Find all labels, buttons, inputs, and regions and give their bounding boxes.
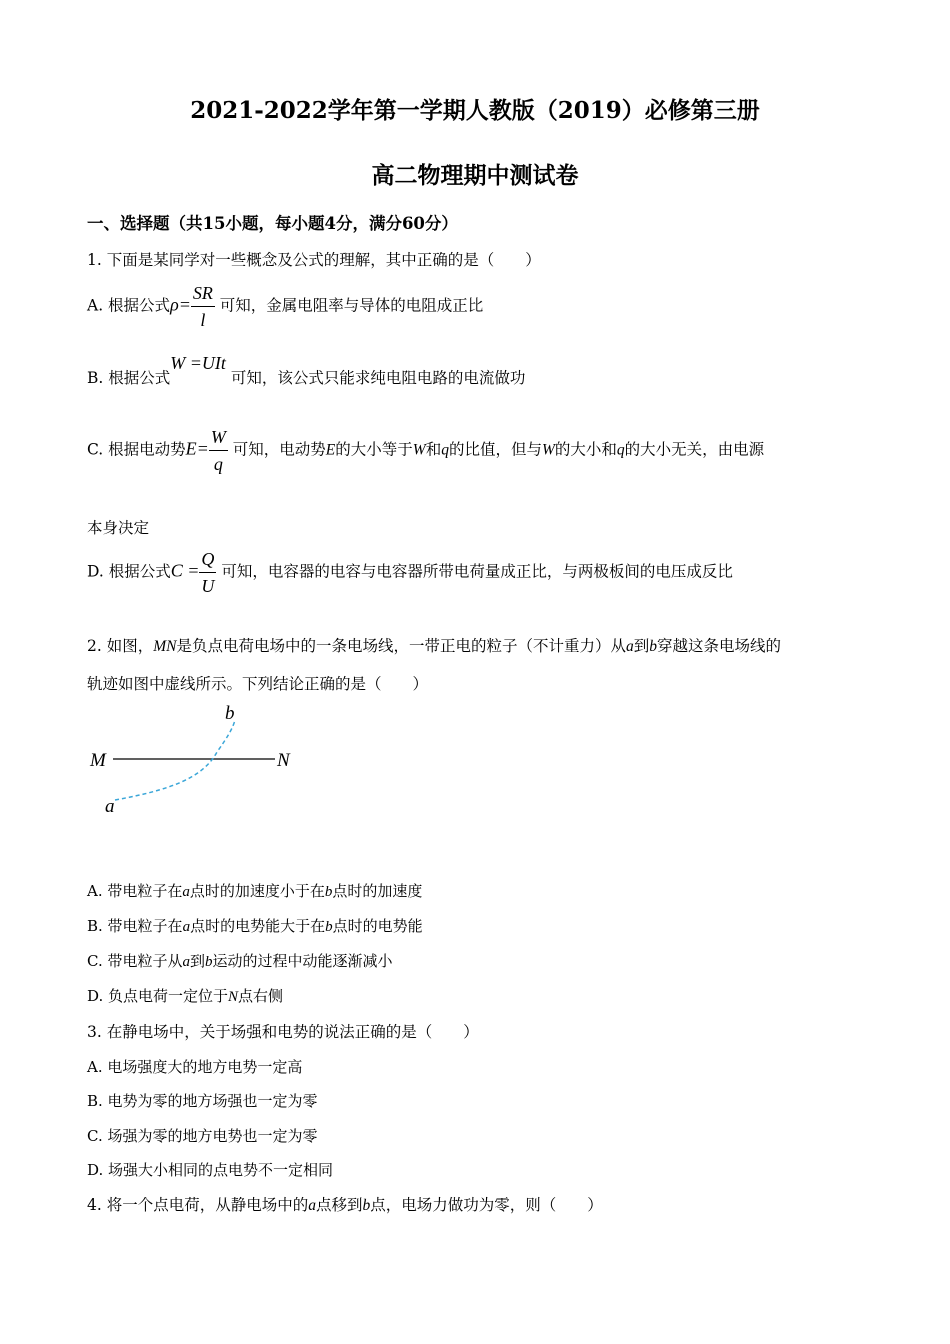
page-subtitle: 高二物理期中测试卷 [371,162,579,189]
q1-c-prefix: C. 根据电动势 [87,440,186,459]
q3-option-a: A. 电场强度大的地方电势一定高 [87,1058,303,1076]
q2-a-var-1: a [182,884,190,900]
page-title: 2021-2022学年第一学期人教版（2019）必修第三册 [190,97,760,124]
q2-a-text-1: A. 带电粒子在 [87,882,183,900]
q3-option-d: D. 场强大小相同的点电势不一定相同 [87,1161,334,1179]
q3-stem: 3. 在静电场中，关于场强和电势的说法正确的是（ ） [87,1023,479,1041]
q2-c-text-2: 到 [189,952,205,970]
q1-c-var-e: E [325,441,336,459]
q2-c-text-3: 运动的过程中动能逐渐减小 [212,952,393,970]
q4-stem [87,1193,603,1215]
q1-d-numerator: Q [199,548,216,573]
q1-d-lhs: C = [170,560,200,581]
q1-c-fraction [209,426,228,475]
q1-d-denominator: U [201,576,215,596]
section-heading: 一、选择题（共15小题，每小题4分，满分60分） [87,214,458,233]
label-b: b [225,703,235,724]
q4-text-3: 点，电场力做功为零，则（ ） [370,1196,603,1214]
q2-stem-line1 [87,634,781,656]
q1-c-text-1: 可知，电动势 [232,440,326,459]
q1-c-text-5: 的大小和 [554,440,617,459]
q1-a-fraction [191,282,215,331]
q1-c-text-2: 的大小等于 [335,440,413,459]
q2-d-var-1: N [228,989,239,1005]
q2-d-text-1: D. 负点电荷一定位于 [87,987,229,1005]
q1-d-fraction [199,548,216,597]
label-n: N [277,750,290,771]
q3-option-c: C. 场强为零的地方电势也一定为零 [87,1127,318,1145]
q1-a-numerator: SR [191,282,215,307]
q1-stem: 1. 下面是某同学对一些概念及公式的理解，其中正确的是（ ） [87,251,541,269]
q1-option-b [87,353,526,388]
q1-d-suffix: 可知，电容器的电容与电容器所带电荷量成正比，与两极板间的电压成反比 [221,562,733,581]
field-line-diagram [85,700,315,825]
q3-option-b: B. 电势为零的地方场强也一定为零 [87,1092,318,1110]
q2-b-var-2: b [325,919,333,935]
q1-c-text-4: 的比值，但与 [448,440,542,459]
label-m: M [90,750,106,771]
q2-d-text-2: 点右侧 [238,987,284,1005]
q1-c-lhs: E= [185,438,209,459]
q1-c-var-q: q [441,441,449,459]
q2-stem-line2: 轨迹如图中虚线所示。下列结论正确的是（ ） [87,675,429,693]
q2-c-var-2: b [205,954,213,970]
q1-option-c [87,426,764,475]
q1-b-prefix: B. 根据公式 [87,369,171,387]
q1-c-var-w2: W [541,441,555,459]
q1-c-denominator: q [213,454,223,474]
q2-option-a [87,880,422,901]
q2-b-text-3: 点时的电势能 [332,917,423,935]
q2-b-var-1: a [182,919,191,935]
q2-stem-1d: 穿越这条电场线的 [657,637,782,655]
q1-b-formula: W =UIt [170,353,226,373]
q1-a-lhs: ρ= [170,294,191,315]
q2-a-text-2: 点时的加速度小于在 [189,882,325,900]
q2-stem-1b: 是负点电荷电场中的一条电场线，一带正电的粒子（不计重力）从 [176,637,626,655]
q1-a-prefix: A. 根据公式 [87,296,171,315]
q1-option-c-continuation: 本身决定 [87,519,150,537]
q2-option-b [87,915,423,936]
q2-var-b: b [649,638,657,655]
q2-a-text-3: 点时的加速度 [332,882,423,900]
q1-c-text-3: 和 [425,440,442,459]
q2-var-mn: MN [153,638,177,655]
q4-text-2: 点移到 [315,1196,363,1214]
q4-var-a: a [308,1197,316,1214]
q2-var-a: a [625,638,634,655]
q1-c-var-w: W [412,441,426,459]
q2-b-text-2: 点时的电势能大于在 [190,917,326,935]
label-a: a [105,796,115,817]
q2-option-c [87,950,393,971]
q4-var-b: b [362,1197,371,1214]
q1-d-prefix: D. 根据公式 [87,562,171,581]
q4-text-1: 4. 将一个点电荷，从静电场中的 [87,1196,309,1214]
q1-a-denominator: l [200,310,206,330]
q2-a-var-2: b [324,884,333,900]
q2-option-d [87,985,283,1006]
q1-c-var-q2: q [616,441,625,459]
q1-c-text-6: 的大小无关，由电源 [624,440,765,459]
q2-stem-1c: 到 [633,637,650,655]
q1-a-suffix: 可知，金属电阻率与导体的电阻成正比 [219,296,484,315]
q2-stem-1a: 2. 如图， [87,637,154,655]
q2-c-text-1: C. 带电粒子从 [87,952,183,970]
q1-b-suffix: 可知，该公式只能求纯电阻电路的电流做功 [230,369,526,387]
q1-option-a [87,282,483,331]
q2-b-text-1: B. 带电粒子在 [87,917,183,935]
q1-c-numerator: W [209,426,228,451]
q1-option-d [87,548,733,597]
q2-c-var-1: a [182,954,190,970]
trajectory-curve [115,720,235,800]
